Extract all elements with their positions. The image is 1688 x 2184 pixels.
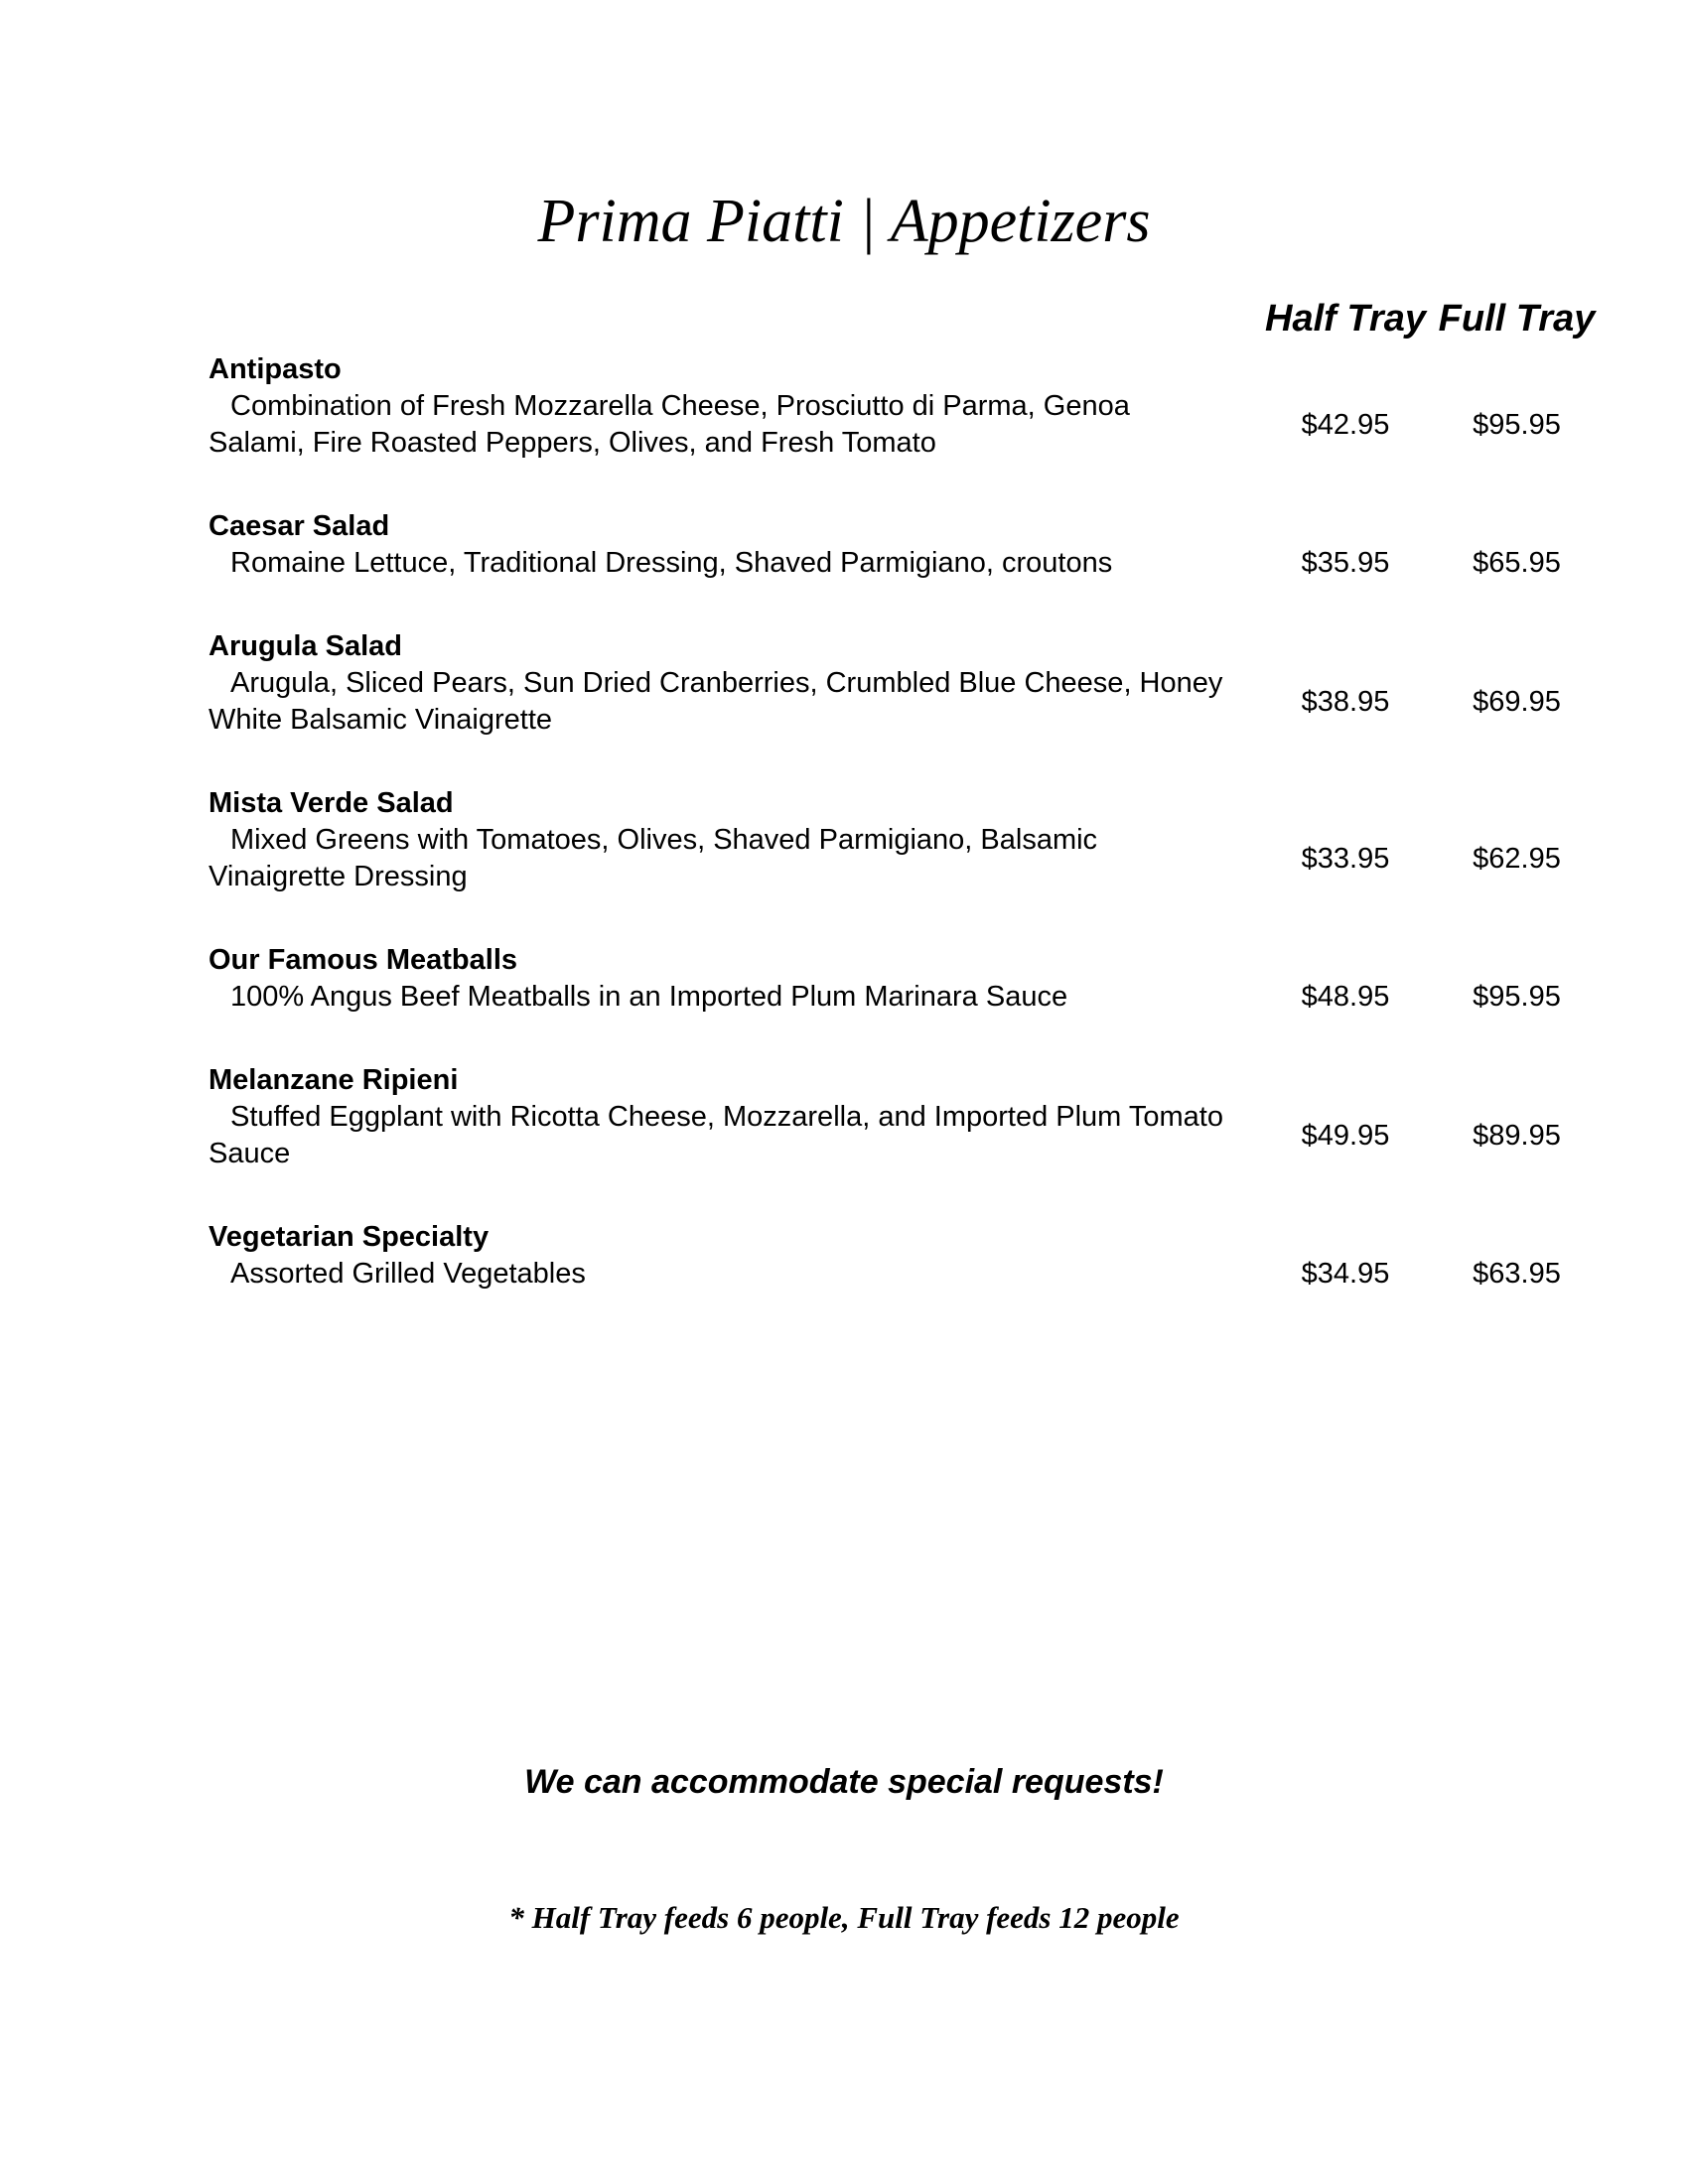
half-tray-price: $34.95: [1301, 1258, 1390, 1291]
item-name: Antipasto: [209, 353, 342, 386]
item-name: Vegetarian Specialty: [209, 1221, 490, 1254]
item-description: Stuffed Eggplant with Ricotta Cheese, Mozzarella, and Imported Plum Tomato Sauce: [209, 1101, 1223, 1170]
full-tray-price: $69.95: [1473, 685, 1561, 718]
full-tray-price: $95.95: [1473, 981, 1561, 1014]
page-title: Prima Piatti | Appetizers: [537, 188, 1151, 255]
menu-content: [0, 296, 1688, 1293]
full-tray-price: $62.95: [1473, 842, 1561, 875]
full-tray-price: $95.95: [1473, 408, 1561, 441]
item-name: Melanzane Ripieni: [209, 1064, 459, 1097]
item-name: Our Famous Meatballs: [209, 944, 518, 977]
item-description: Combination of Fresh Mozzarella Cheese, Prosciutto di Parma, Genoa Salami, Fire Roasted Peppers, Olives, and Fresh Tomato: [209, 390, 1130, 460]
half-tray-price: $49.95: [1301, 1119, 1390, 1152]
full-tray-price: $63.95: [1473, 1258, 1561, 1291]
menu-item: [209, 628, 1604, 739]
special-requests-note: We can accommodate special requests!: [524, 1763, 1164, 1801]
menu-item: [209, 942, 1604, 1016]
half-tray-price: $38.95: [1301, 685, 1390, 718]
half-tray-price: $42.95: [1301, 408, 1390, 441]
column-header-half-tray: Half Tray: [1265, 298, 1426, 341]
full-tray-price: $65.95: [1473, 547, 1561, 580]
price-column-headers: [209, 296, 1604, 341]
item-description: Assorted Grilled Vegetables: [230, 1258, 586, 1291]
item-description: Romaine Lettuce, Traditional Dressing, Shaved Parmigiano, croutons: [230, 547, 1113, 580]
menu-item: [209, 785, 1604, 895]
full-tray-price: $89.95: [1473, 1119, 1561, 1152]
item-name: Mista Verde Salad: [209, 787, 454, 820]
half-tray-price: $35.95: [1301, 547, 1390, 580]
menu-item: [209, 508, 1604, 582]
item-description: Arugula, Sliced Pears, Sun Dried Cranberries, Crumbled Blue Cheese, Honey White Balsamic Vinaigrette: [209, 667, 1223, 737]
item-description: 100% Angus Beef Meatballs in an Imported Plum Marinara Sauce: [230, 981, 1068, 1014]
half-tray-price: $48.95: [1301, 981, 1390, 1014]
column-header-full-tray: Full Tray: [1438, 298, 1596, 341]
half-tray-price: $33.95: [1301, 842, 1390, 875]
item-name: Caesar Salad: [209, 510, 390, 543]
menu-item: [209, 351, 1604, 462]
tray-serving-note: * Half Tray feeds 6 people, Full Tray feeds 12 people: [508, 1900, 1180, 1935]
menu-item: [209, 1062, 1604, 1172]
menu-item: [209, 1219, 1604, 1293]
item-description: Mixed Greens with Tomatoes, Olives, Shaved Parmigiano, Balsamic Vinaigrette Dressing: [209, 824, 1098, 893]
item-name: Arugula Salad: [209, 630, 402, 663]
menu-item-list: [209, 351, 1604, 1293]
